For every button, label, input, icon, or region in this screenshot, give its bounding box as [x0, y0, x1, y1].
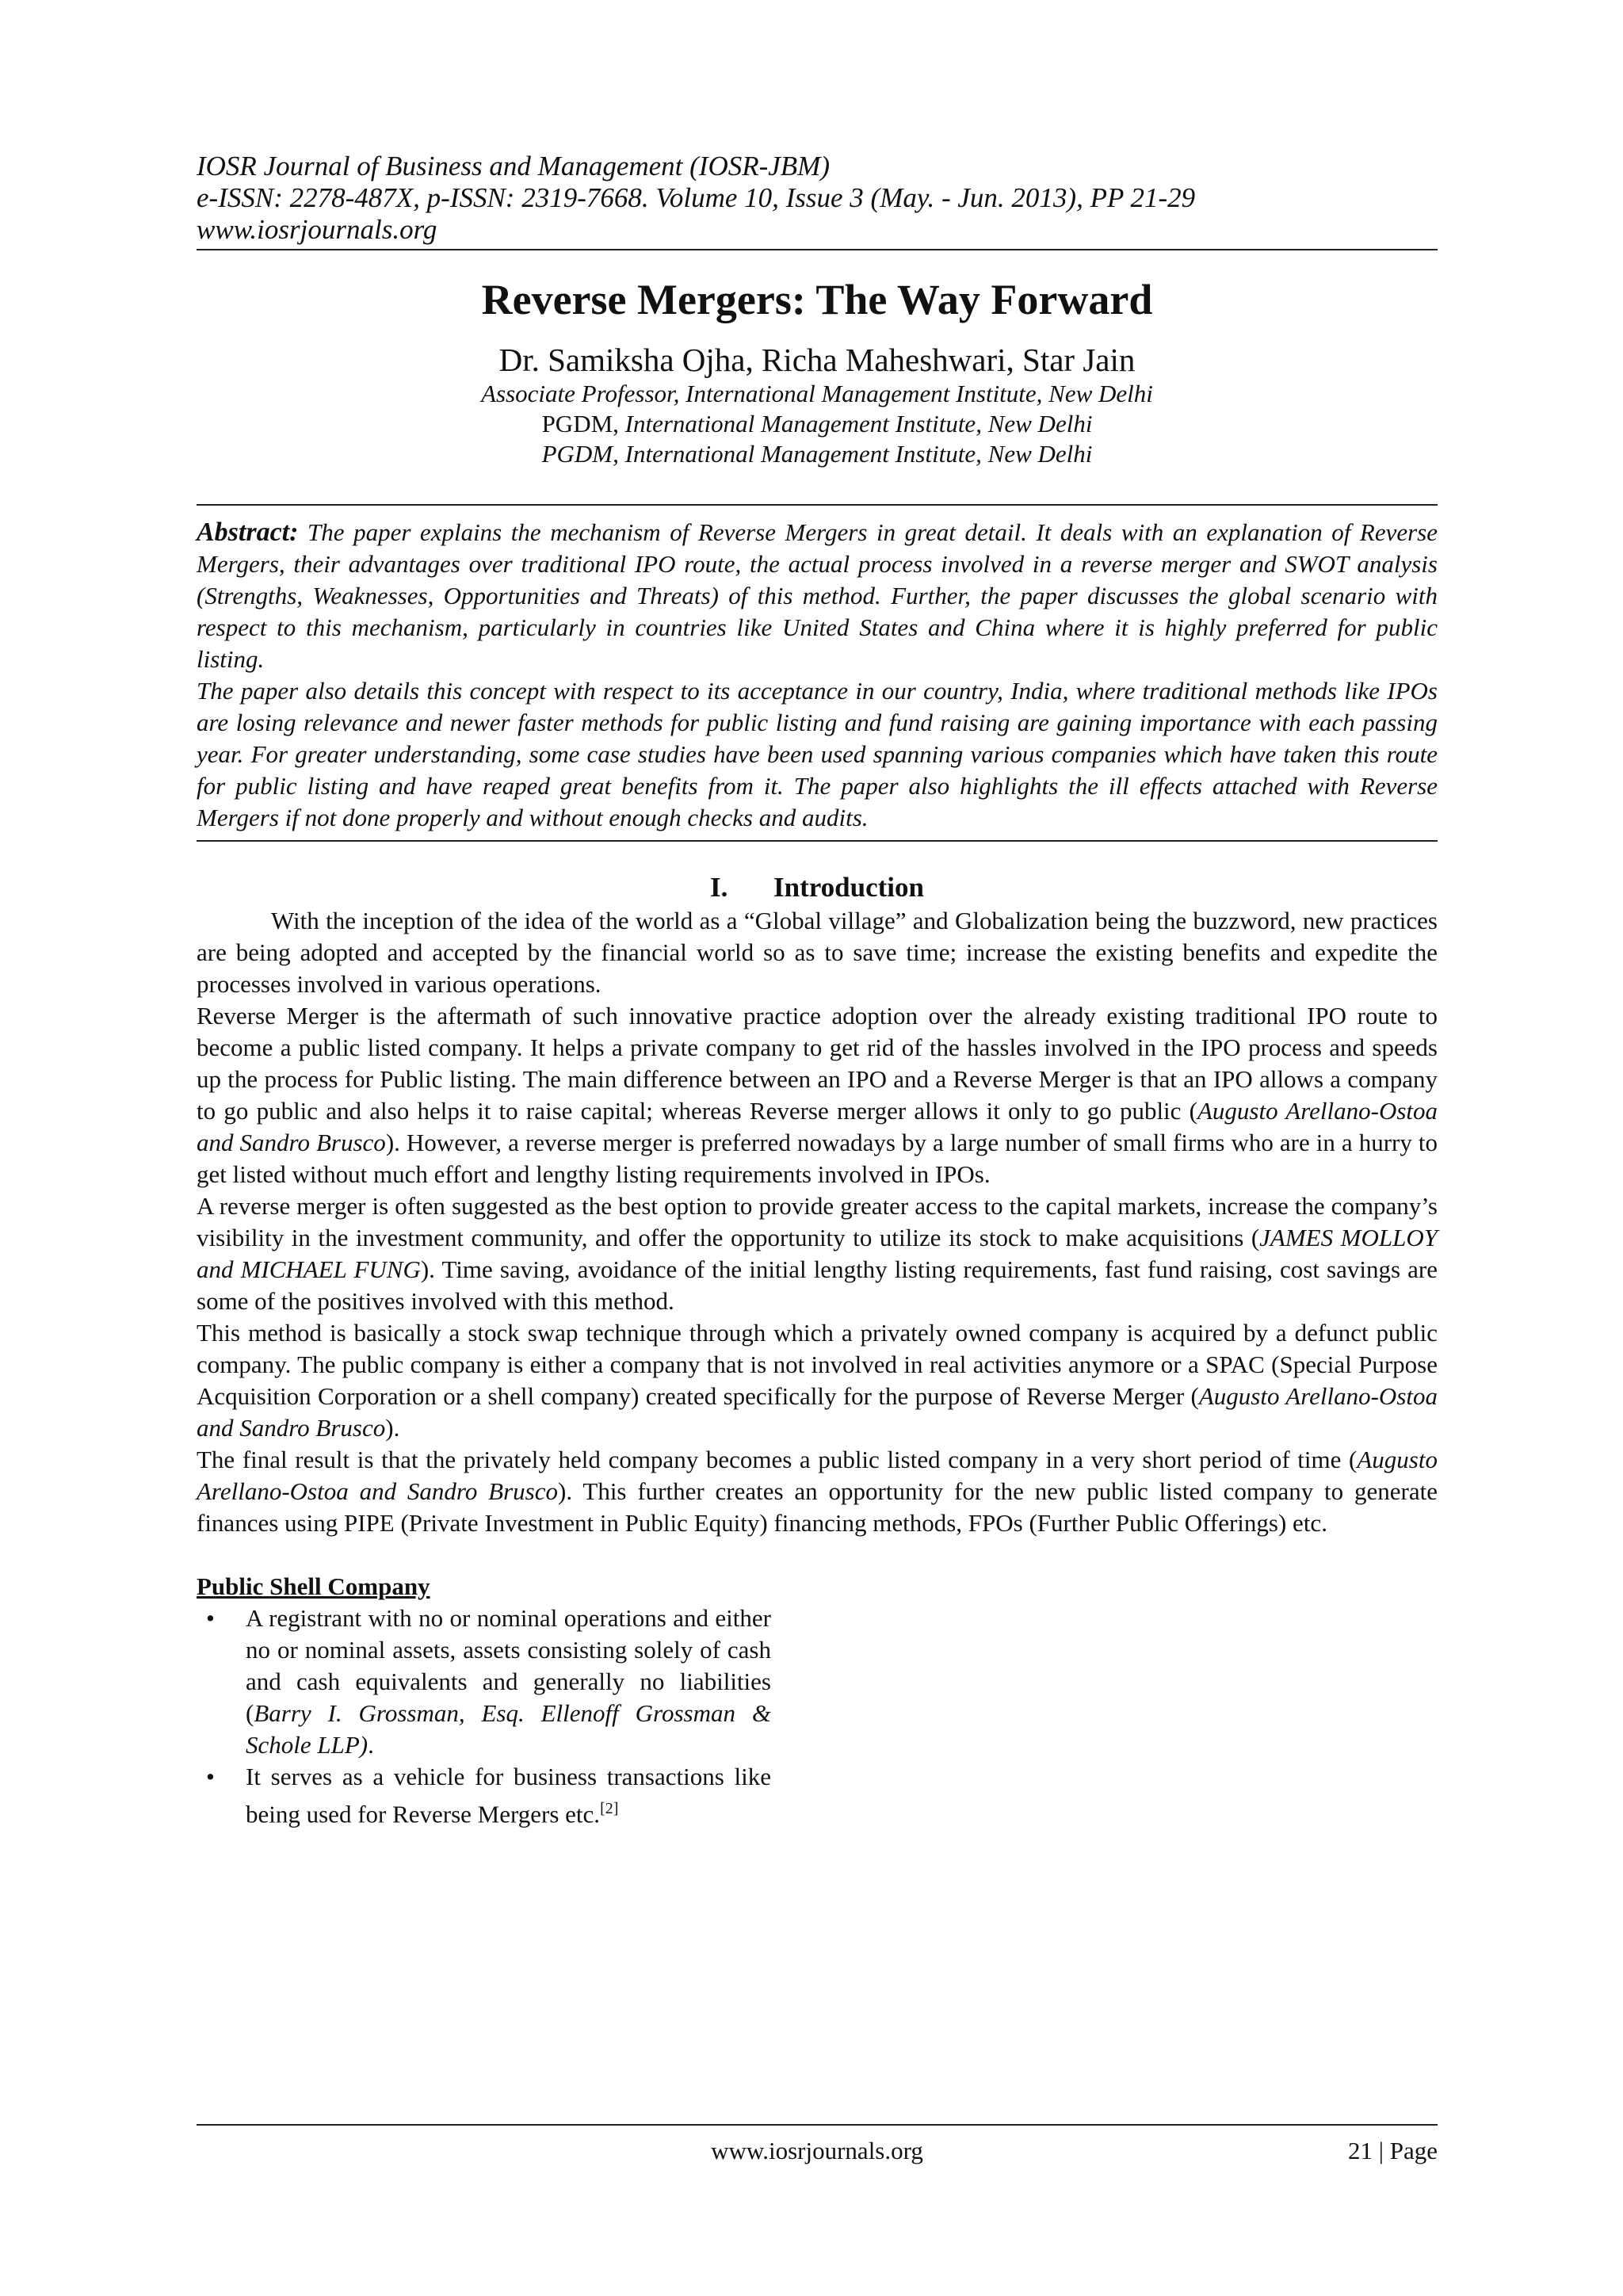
intro-p3-text-b: ). Time saving, avoidance of the initial lengthy listing requirements, fast fund raising, cost savings are some of the positives involved with this method. — [197, 1255, 1438, 1315]
journal-name: IOSR Journal of Business and Management (IOSR-JBM) — [197, 151, 830, 181]
intro-paragraph-3 — [197, 1190, 1438, 1317]
abstract-text-1: The paper explains the mechanism of Reverse Mergers in great detail. It deals with an explanation of Reverse Mergers, their advantages over traditional IPO route, the actual process involved in a reverse merger and SWOT analysis (Strengths, Weaknesses, Opportunities and Threats) of this method. Further, the paper discusses the global scenario with respect to this mechanism, particularly in countries like United States and China where it is highly preferred for public listing. — [197, 518, 1438, 673]
intro-p2-text-b: ). However, a reverse merger is preferred nowadays by a large number of small firms who are in a hurry to get listed without much effort and lengthy listing requirements involved in IPOs. — [197, 1129, 1438, 1188]
bullet-1-text-b: . — [368, 1731, 374, 1759]
subheading-public-shell-company: Public Shell Company — [197, 1572, 430, 1600]
footer-page-number: 21 | Page — [1348, 2137, 1438, 2164]
intro-p3-text-a: A reverse merger is often suggested as the best option to provide greater access to the capital markets, increase the company’s visibility in the investment community, and offer the opportunity to utilize its stock to make acquisitions ( — [197, 1192, 1438, 1251]
page-footer — [197, 2124, 1438, 2168]
intro-p3-citation: JAMES MOLLOY and MICHAEL FUNG — [197, 1224, 1438, 1283]
bullet-2-text: It serves as a vehicle for business transactions like being used for Reverse Mergers etc. — [246, 1763, 771, 1828]
abstract-paragraph-2: The paper also details this concept with respect to its acceptance in our country, India, where traditional methods like IPOs are losing relevance and newer faster methods for public listing and fund raising are gaining importance with each passing year. For greater understanding, some case studies have been used spanning various companies which have taken this route for public listing and have reaped great benefits from it. The paper also highlights the ill effects attached with Reverse Mergers if not done properly and without enough checks and audits. — [197, 677, 1438, 831]
list-item — [197, 1761, 771, 1830]
intro-p5-text-b: ). This further creates an opportunity for the new public listed company to generate finances using PIPE (Private Investment in Public Equity) financing methods, FPOs (Further Public Offerings) etc. — [197, 1477, 1438, 1537]
bullet-2-reference: [2] — [600, 1800, 619, 1817]
journal-header — [197, 151, 1438, 246]
intro-p5-citation: Augusto Arellano-Ostoa and Sandro Brusco — [197, 1446, 1438, 1505]
affiliation-1: Associate Professor, International Management Institute, New Delhi — [481, 380, 1153, 407]
section-title: Introduction — [773, 872, 924, 903]
affiliation-2-rest: International Management Institute, New Delhi — [624, 410, 1093, 437]
shell-company-bullet-list — [197, 1603, 771, 1830]
intro-p2-citation: Augusto Arellano-Ostoa and Sandro Brusco — [197, 1097, 1438, 1156]
abstract-top-divider — [197, 504, 1438, 506]
journal-website: www.iosrjournals.org — [197, 214, 437, 245]
affiliation-3: PGDM, International Management Institute, New Delhi — [541, 440, 1093, 468]
intro-paragraph-1: With the inception of the idea of the world as a “Global village” and Globalization being the buzzword, new practices are being adopted and accepted by the financial world so as to save time; increase the existing benefits and expedite the processes involved in various operations. — [197, 907, 1438, 998]
abstract-label: Abstract: — [197, 518, 299, 547]
paper-page — [197, 151, 1438, 1830]
intro-paragraph-5 — [197, 1444, 1438, 1539]
bullet-1-text-a: A registrant with no or nominal operations and either no or nominal assets, assets consisting solely of cash and cash equivalents and generally no liabilities ( — [246, 1604, 771, 1727]
section-heading-introduction — [197, 870, 1438, 905]
footer-divider — [197, 2124, 1438, 2126]
intro-p5-text-a: The final result is that the privately held company becomes a public listed company in a very short period of time ( — [197, 1446, 1358, 1473]
section-number: I. — [710, 872, 728, 903]
intro-paragraph-4 — [197, 1317, 1438, 1444]
introduction-body — [197, 905, 1438, 1539]
intro-p2-text-a: Reverse Merger is the aftermath of such innovative practice adoption over the already existing traditional IPO route to become a public listed company. It helps a private company to get rid of the hassles involved in the IPO process and speeds up the process for Public listing. The main difference between an IPO and a Reverse Merger is that an IPO allows a company to go public and also helps it to raise capital; whereas Reverse merger allows it only to go public ( — [197, 1002, 1438, 1125]
bullet-icon: • — [206, 1763, 215, 1790]
affiliations — [197, 379, 1438, 469]
header-divider — [197, 249, 1438, 250]
intro-paragraph-2 — [197, 1000, 1438, 1190]
intro-p4-text-a: This method is basically a stock swap technique through which a privately owned company is acquired by a defunct public company. The public company is either a company that is not involved in real activities anymore or a SPAC (Special Purpose Acquisition Corporation or a shell company) created specifically for the purpose of Reverse Merger ( — [197, 1319, 1438, 1410]
bullet-1-citation: Barry I. Grossman, Esq. Ellenoff Grossman & Schole LLP) — [246, 1699, 771, 1759]
list-item — [197, 1603, 771, 1761]
abstract-bottom-divider — [197, 840, 1438, 842]
abstract-paragraph-1 — [197, 517, 1438, 675]
footer-website: www.iosrjournals.org — [711, 2137, 923, 2164]
bullet-icon: • — [206, 1604, 215, 1632]
intro-p4-text-b: ). — [385, 1414, 400, 1442]
paper-authors: Dr. Samiksha Ojha, Richa Maheshwari, Star Jain — [498, 342, 1136, 378]
abstract — [197, 517, 1438, 834]
affiliation-2-prefix: PGDM, — [541, 410, 625, 437]
paper-title: Reverse Mergers: The Way Forward — [481, 276, 1153, 323]
affiliation-2 — [197, 409, 1438, 439]
journal-issn: e-ISSN: 2278-487X, p-ISSN: 2319-7668. Volume 10, Issue 3 (May. - Jun. 2013), PP 21-29 — [197, 182, 1196, 213]
intro-p4-citation: Augusto Arellano-Ostoa and Sandro Brusco — [197, 1382, 1438, 1442]
footer-row — [197, 2134, 1438, 2168]
